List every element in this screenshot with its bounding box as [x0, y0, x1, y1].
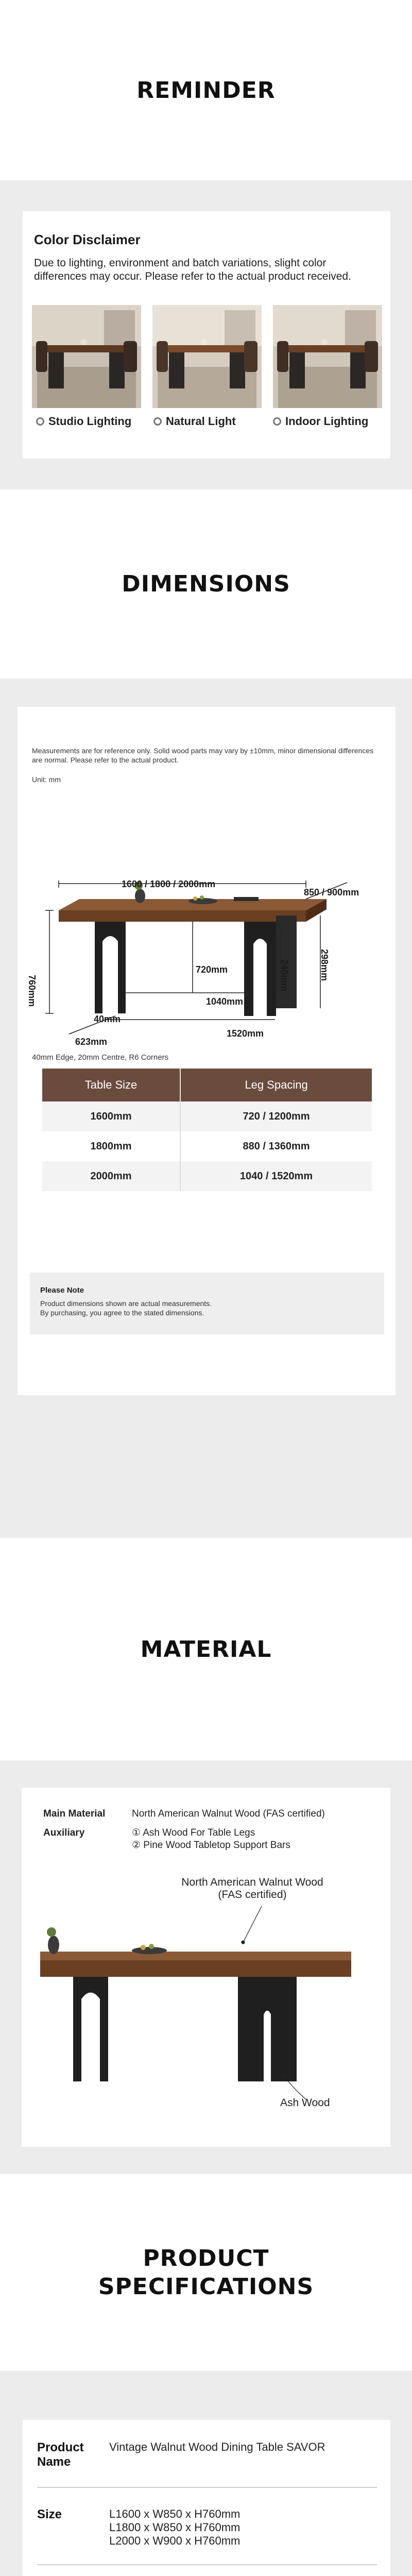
- dimensions-header: [0, 489, 412, 679]
- material-header: [0, 1538, 412, 1760]
- dimensions-band: [0, 679, 412, 1538]
- table-cell: 720 / 1200mm: [180, 1101, 372, 1131]
- material-card: [22, 1788, 390, 2147]
- length-label: 1600 / 1800 / 2000mm: [122, 879, 216, 889]
- material-heading: MATERIAL: [140, 1636, 272, 1663]
- leg-spacing-label: 1040mm: [206, 996, 244, 1007]
- studio-lighting-label: Studio Lighting: [36, 415, 131, 428]
- tabletop-surface: [40, 1952, 351, 1960]
- radio-icon: [36, 417, 44, 426]
- table-cell: 1800mm: [90, 1140, 132, 1152]
- table-cell: 1040 / 1520mm: [180, 1161, 372, 1191]
- table-row: [42, 1101, 372, 1131]
- please-note-title: Please Note: [40, 1286, 84, 1295]
- specs-heading: PRODUCT SPECIFICATIONS: [98, 2245, 314, 2300]
- size-table: [42, 1069, 372, 1191]
- tabletop-edge: [59, 910, 306, 922]
- ash-wood-callout: Ash Wood: [280, 2097, 330, 2109]
- table-row: [42, 1131, 372, 1161]
- leg-height-label: 240mm: [279, 959, 289, 992]
- product-name-key: Product Name: [37, 2441, 84, 2469]
- product-name-value: Vintage Walnut Wood Dining Table SAVOR: [109, 2441, 325, 2453]
- radio-icon: [273, 417, 281, 426]
- please-note-line2: By purchasing, you agree to the stated dimensions.: [40, 1309, 204, 1317]
- leg-width-label: 40mm: [94, 1014, 121, 1024]
- height-label: 760mm: [27, 975, 37, 1007]
- divider: [37, 2564, 377, 2565]
- please-note-line1: Product dimensions shown are actual measurements.: [40, 1299, 212, 1308]
- color-disclaimer-card: [23, 211, 390, 459]
- dimensions-card: [18, 707, 396, 1395]
- edge-note: 40mm Edge, 20mm Centre, R6 Corners: [32, 1053, 169, 1062]
- natural-light-label: Natural Light: [153, 415, 236, 428]
- dimensions-heading: DIMENSIONS: [122, 571, 290, 597]
- base-length-label: 1520mm: [227, 1028, 264, 1039]
- auxiliary-value-1: ① Ash Wood For Table Legs: [132, 1827, 255, 1838]
- table-cell: 880 / 1360mm: [180, 1131, 372, 1161]
- indoor-lighting-label: Indoor Lighting: [273, 415, 368, 428]
- main-material-row: [43, 1808, 325, 1820]
- tabletop-edge: [40, 1960, 351, 1977]
- leg-depth-label: 298mm: [319, 949, 330, 981]
- table-cell: 1600mm: [42, 1101, 180, 1131]
- base-width-label: 623mm: [75, 1037, 108, 1047]
- table-header-cell: Leg Spacing: [180, 1069, 372, 1101]
- please-note-box: [30, 1273, 384, 1334]
- width-label: 850 / 900mm: [304, 887, 359, 897]
- reminder-heading: REMINDER: [136, 77, 276, 104]
- unit-label: Unit: mm: [32, 775, 61, 784]
- auxiliary-value-2: ② Pine Wood Tabletop Support Bars: [132, 1840, 290, 1851]
- reminder-header: [0, 0, 412, 180]
- main-material-key: Main Material: [43, 1808, 106, 1819]
- main-material-value: North American Walnut Wood (FAS certified): [132, 1808, 325, 1819]
- color-disclaimer-text: Due to lighting, environment and batch variations, slight color differences may occur. Please refer to the actual product received.: [34, 257, 351, 282]
- reminder-band: [0, 180, 412, 489]
- color-disclaimer-title: Color Disclaimer: [34, 232, 141, 247]
- indoor-lighting-photo: [273, 305, 382, 408]
- divider: [37, 2487, 377, 2488]
- specs-header: [0, 2174, 412, 2371]
- natural-light-photo: [152, 305, 262, 408]
- radio-icon: [153, 417, 162, 426]
- material-band: [0, 1760, 412, 2174]
- size-values: L1600 x W850 x H760mm L1800 x W850 x H760mm L2000 x W900 x H760mm: [109, 2507, 241, 2547]
- measurement-note: Measurements are for reference only. Solid wood parts may vary by ±10mm, minor dimensional differences are normal. Please refer to the actual product.: [32, 747, 374, 764]
- specs-band: [0, 2371, 412, 2576]
- bowl-icon: [132, 1947, 167, 1954]
- size-key: Size: [37, 2507, 62, 2521]
- specs-card: [23, 2420, 390, 2576]
- studio-lighting-photo: [32, 305, 141, 408]
- walnut-callout: North American Walnut Wood (FAS certified): [181, 1876, 323, 1901]
- table-row: [42, 1161, 372, 1191]
- inner-height-label: 720mm: [196, 964, 228, 975]
- auxiliary-key: Auxiliary: [43, 1827, 85, 1838]
- auxiliary-row: [43, 1827, 255, 1839]
- table-header-row: [42, 1069, 372, 1101]
- dimension-diagram: [38, 838, 368, 1044]
- vase-icon: [48, 1936, 59, 1954]
- vase-icon: [135, 889, 145, 903]
- lighting-photos: [32, 305, 382, 408]
- table-header-cell: Table Size: [42, 1069, 180, 1101]
- table-cell: 2000mm: [42, 1161, 180, 1191]
